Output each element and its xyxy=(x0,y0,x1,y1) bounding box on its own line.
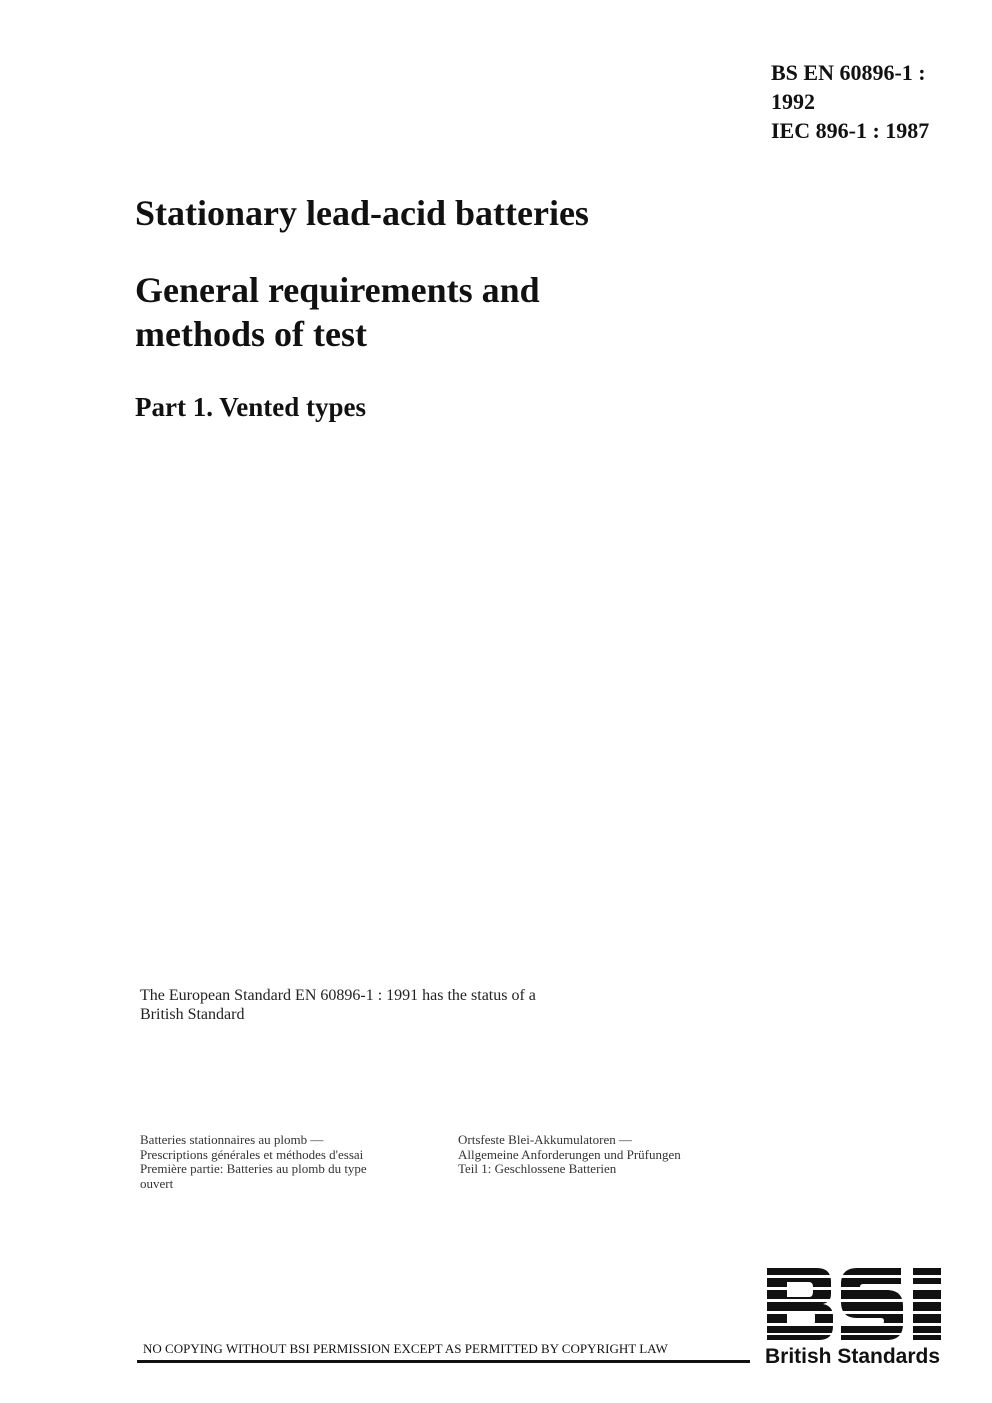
status-note-line2: British Standard xyxy=(140,1006,245,1023)
copyright-notice: NO COPYING WITHOUT BSI PERMISSION EXCEPT AS PERMITTED BY COPYRIGHT LAW xyxy=(143,1341,668,1356)
copyright-divider xyxy=(137,1360,750,1363)
french-title-line: Prescriptions générales et méthodes d'essai xyxy=(140,1146,364,1162)
status-note xyxy=(140,986,660,1024)
french-title-line: Première partie: Batteries au plomb du type xyxy=(140,1161,367,1176)
document-subtitle-line2: methods of test xyxy=(135,314,367,354)
standard-number xyxy=(771,58,929,145)
bsi-logo xyxy=(765,1264,945,1374)
standard-number-line2: 1992 xyxy=(771,89,815,114)
standard-number-line3: IEC 896-1 : 1987 xyxy=(771,118,930,143)
status-note-line1: The European Standard EN 60896-1 : 1991 has the status of a xyxy=(140,987,536,1004)
german-title-line: Teil 1: Geschlossene Batterien xyxy=(458,1161,617,1176)
bsi-wordmark: British Standards xyxy=(765,1345,941,1368)
french-title-line: ouvert xyxy=(140,1175,174,1191)
document-title: Stationary lead-acid batteries xyxy=(135,193,589,233)
french-title xyxy=(140,1133,367,1191)
german-title-line: Allgemeine Anforderungen und Prüfungen xyxy=(458,1146,681,1162)
french-title-line: Batteries stationnaires au plomb — xyxy=(140,1132,324,1147)
standard-number-line1: BS EN 60896-1 : xyxy=(771,60,926,85)
document-part-title: Part 1. Vented types xyxy=(135,392,366,422)
document-subtitle xyxy=(135,268,540,356)
document-subtitle-line1: General requirements and xyxy=(135,270,540,310)
bsi-logo-icon xyxy=(765,1264,945,1344)
german-title-line: Ortsfeste Blei-Akkumulatoren — xyxy=(458,1132,633,1147)
german-title xyxy=(458,1133,681,1177)
